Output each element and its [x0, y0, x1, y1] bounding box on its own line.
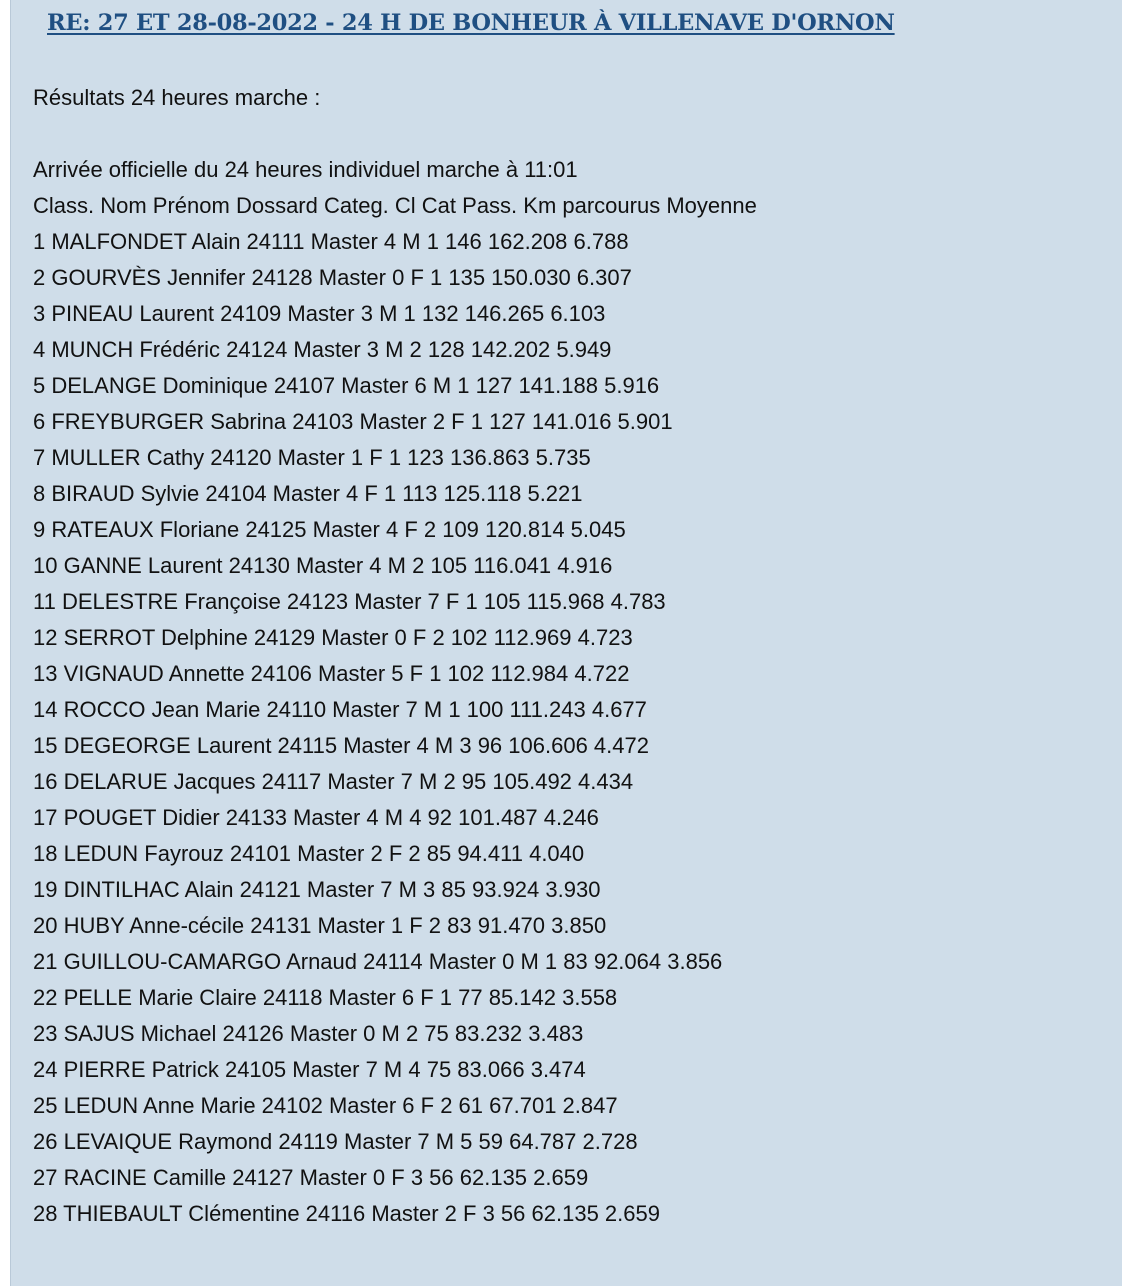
result-row: 23 SAJUS Michael 24126 Master 0 M 2 75 83.232 3.483	[33, 1021, 584, 1046]
blank-line	[33, 116, 757, 152]
arrival-text: Arrivée officielle du 24 heures individuel marche à 11:01	[33, 157, 578, 182]
result-row: 13 VIGNAUD Annette 24106 Master 5 F 1 102 112.984 4.722	[33, 661, 630, 686]
result-row: 12 SERROT Delphine 24129 Master 0 F 2 102 112.969 4.723	[33, 625, 633, 650]
result-row: 15 DEGEORGE Laurent 24115 Master 4 M 3 96 106.606 4.472	[33, 733, 649, 758]
result-row: 18 LEDUN Fayrouz 24101 Master 2 F 2 85 94.411 4.040	[33, 841, 585, 866]
result-row: 5 DELANGE Dominique 24107 Master 6 M 1 127 141.188 5.916	[33, 373, 660, 398]
result-row: 14 ROCCO Jean Marie 24110 Master 7 M 1 100 111.243 4.677	[33, 697, 647, 722]
forum-post	[10, 0, 1122, 1286]
post-body	[33, 80, 757, 1232]
result-row: 3 PINEAU Laurent 24109 Master 3 M 1 132 146.265 6.103	[33, 301, 606, 326]
post-title-link[interactable]: RE: 27 ET 28-08-2022 - 24 H DE BONHEUR À VILLENAVE D'ORNON	[47, 10, 895, 36]
result-row: 4 MUNCH Frédéric 24124 Master 3 M 2 128 142.202 5.949	[33, 337, 612, 362]
result-row: 27 RACINE Camille 24127 Master 0 F 3 56 62.135 2.659	[33, 1165, 589, 1190]
result-row: 6 FREYBURGER Sabrina 24103 Master 2 F 1 127 141.016 5.901	[33, 409, 673, 434]
result-row: 9 RATEAUX Floriane 24125 Master 4 F 2 109 120.814 5.045	[33, 517, 626, 542]
result-row: 26 LEVAIQUE Raymond 24119 Master 7 M 5 59 64.787 2.728	[33, 1129, 638, 1154]
results-list	[33, 224, 757, 1232]
result-row: 7 MULLER Cathy 24120 Master 1 F 1 123 136.863 5.735	[33, 445, 591, 470]
result-row: 8 BIRAUD Sylvie 24104 Master 4 F 1 113 125.118 5.221	[33, 481, 583, 506]
result-row: 11 DELESTRE Françoise 24123 Master 7 F 1 105 115.968 4.783	[33, 589, 666, 614]
results-header: Class. Nom Prénom Dossard Categ. Cl Cat Pass. Km parcourus Moyenne	[33, 193, 757, 218]
result-row: 24 PIERRE Patrick 24105 Master 7 M 4 75 83.066 3.474	[33, 1057, 586, 1082]
intro-text: Résultats 24 heures marche :	[33, 85, 321, 110]
result-row: 19 DINTILHAC Alain 24121 Master 7 M 3 85 93.924 3.930	[33, 877, 601, 902]
result-row: 22 PELLE Marie Claire 24118 Master 6 F 1 77 85.142 3.558	[33, 985, 618, 1010]
result-row: 21 GUILLOU-CAMARGO Arnaud 24114 Master 0 M 1 83 92.064 3.856	[33, 949, 723, 974]
result-row: 28 THIEBAULT Clémentine 24116 Master 2 F 3 56 62.135 2.659	[33, 1201, 660, 1226]
result-row: 1 MALFONDET Alain 24111 Master 4 M 1 146 162.208 6.788	[33, 229, 629, 254]
result-row: 20 HUBY Anne-cécile 24131 Master 1 F 2 83 91.470 3.850	[33, 913, 607, 938]
result-row: 10 GANNE Laurent 24130 Master 4 M 2 105 116.041 4.916	[33, 553, 613, 578]
result-row: 17 POUGET Didier 24133 Master 4 M 4 92 101.487 4.246	[33, 805, 599, 830]
result-row: 16 DELARUE Jacques 24117 Master 7 M 2 95 105.492 4.434	[33, 769, 634, 794]
result-row: 25 LEDUN Anne Marie 24102 Master 6 F 2 61 67.701 2.847	[33, 1093, 618, 1118]
result-row: 2 GOURVÈS Jennifer 24128 Master 0 F 1 135 150.030 6.307	[33, 265, 632, 290]
